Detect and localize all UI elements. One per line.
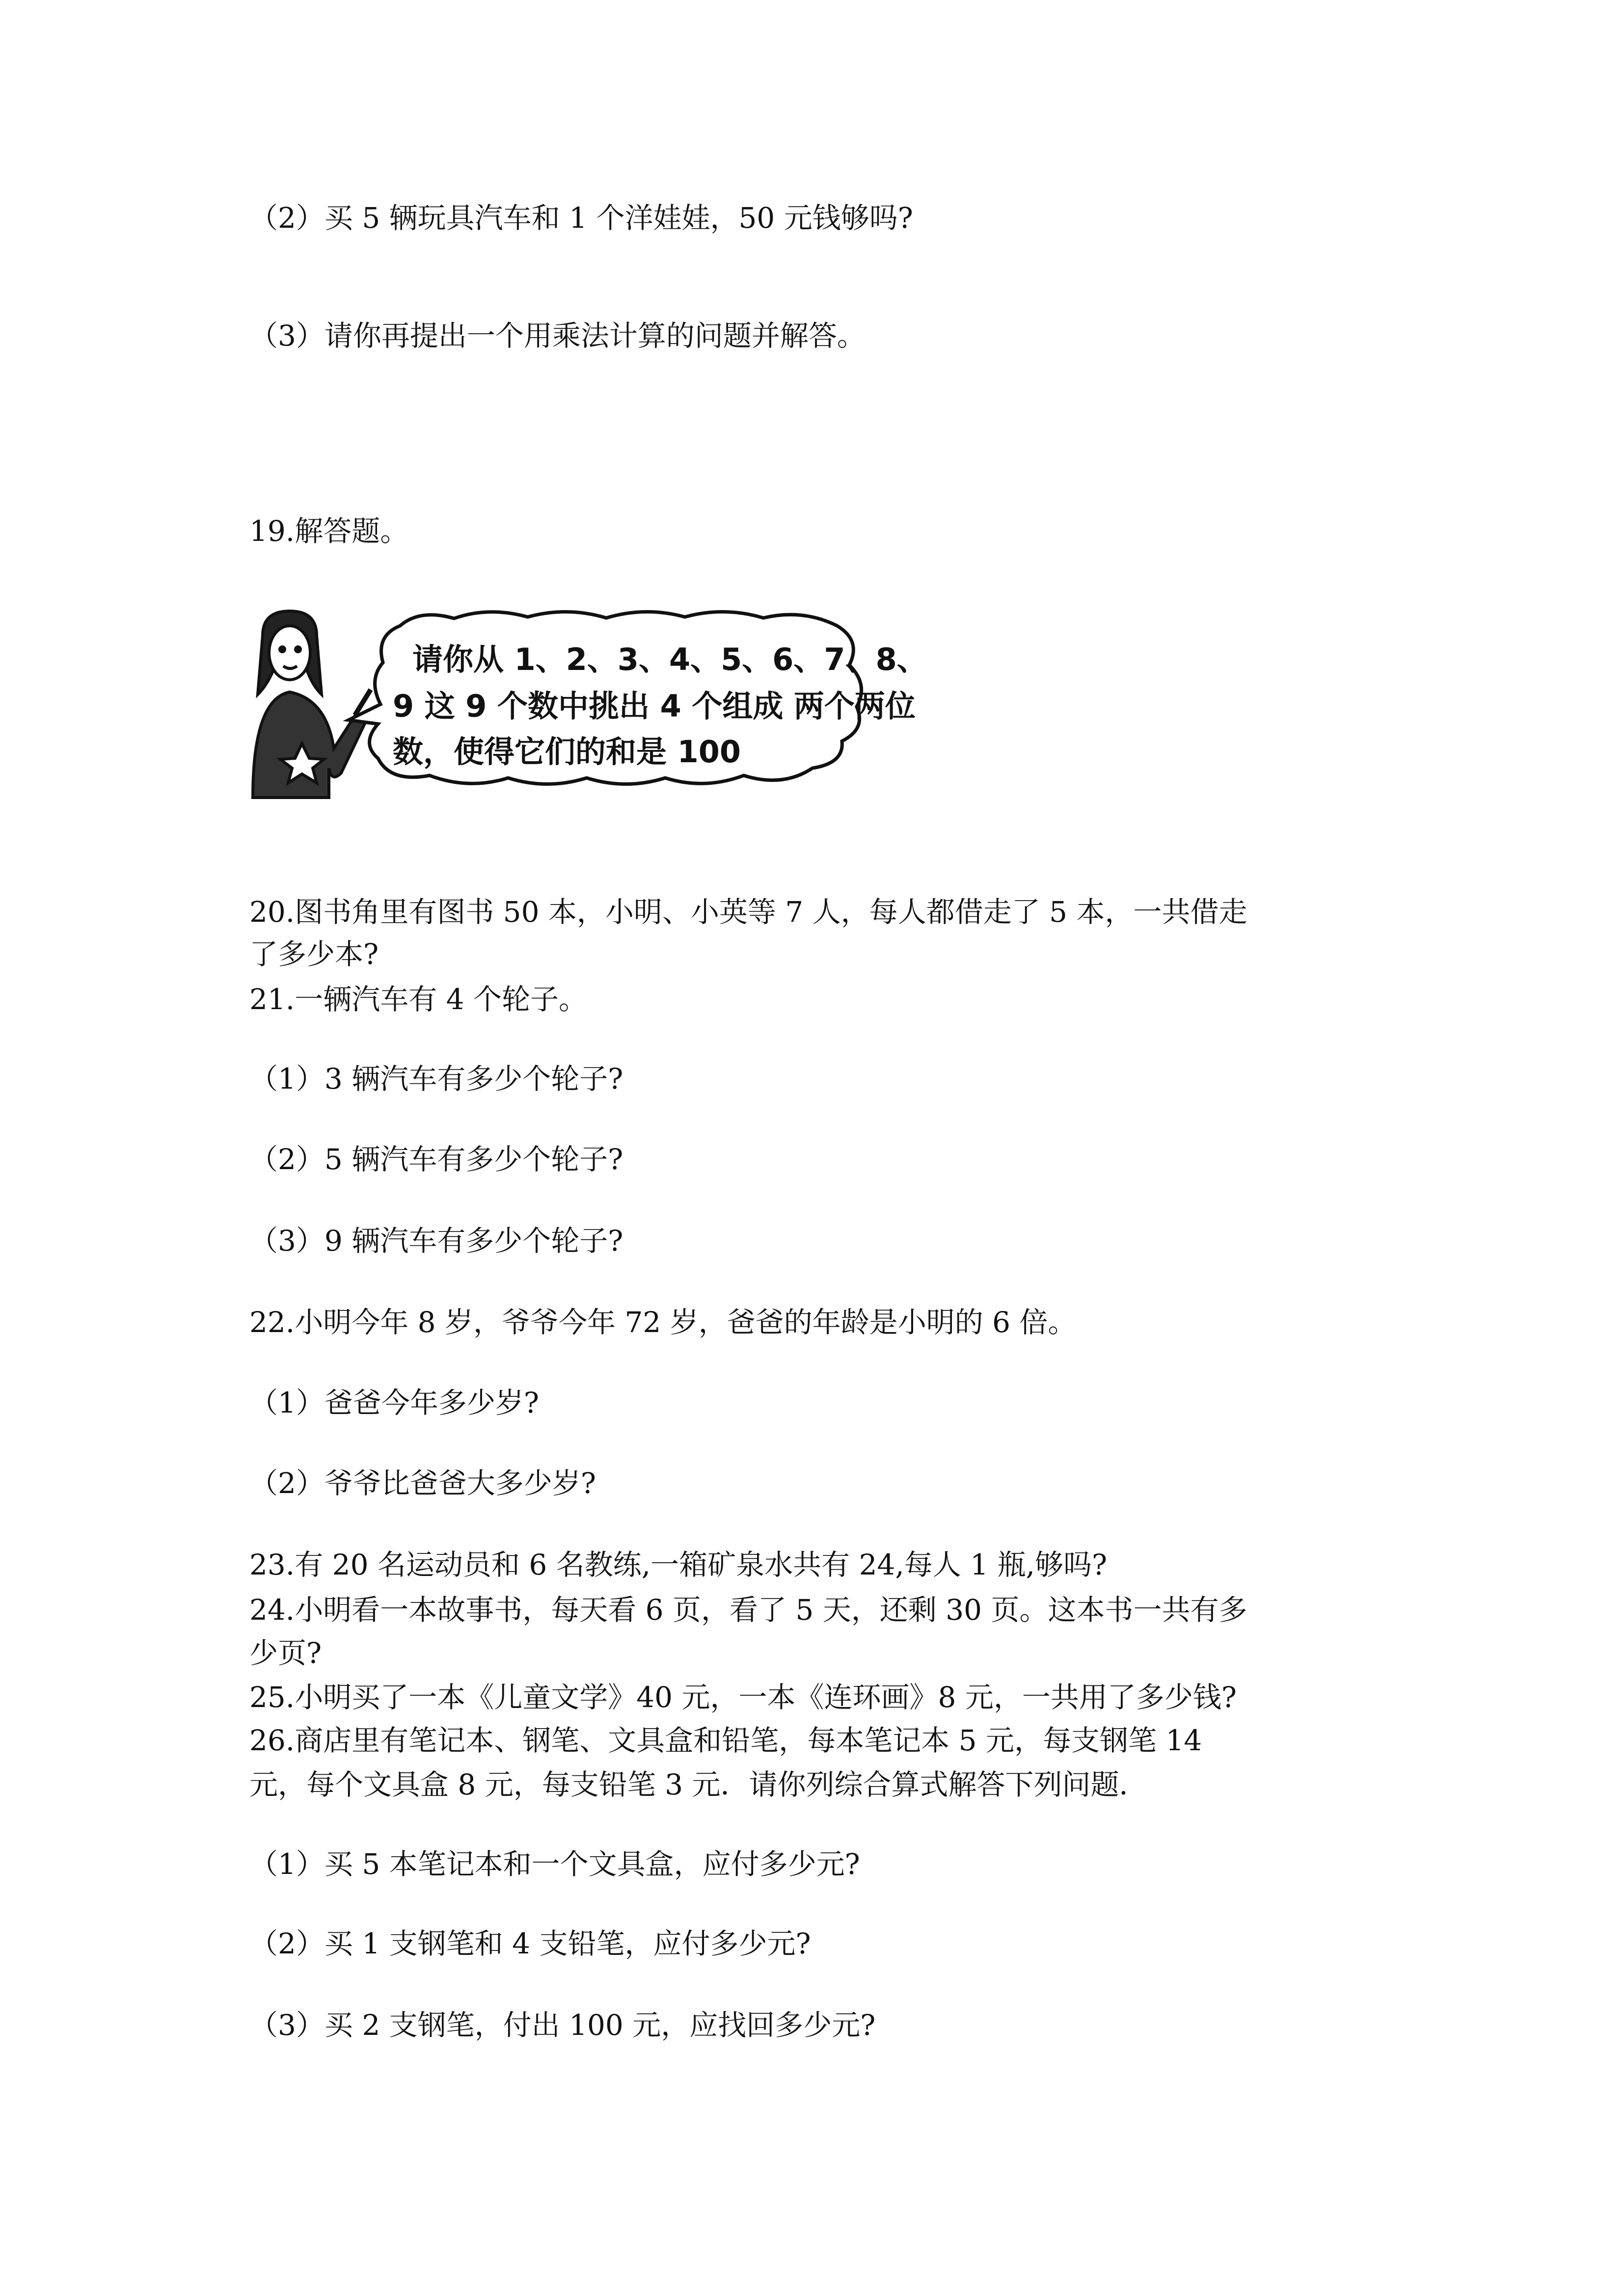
q26-part2: （2）买 1 支钢笔和 4 支铅笔，应付多少元? [249, 1927, 811, 1960]
q19-title: 19.解答题。 [249, 514, 409, 548]
q22-part2: （2）爷爷比爸爸大多少岁? [249, 1467, 596, 1500]
q22-part1: （1）爸爸今年多少岁? [249, 1386, 539, 1419]
teacher-figure-icon [253, 611, 371, 798]
q23-text: 23.有 20 名运动员和 6 名教练,一箱矿泉水共有 24,每人 1 瓶,够吗? [249, 1548, 1108, 1581]
q25-text: 25.小明买了一本《儿童文学》40 元，一本《连环画》8 元，一共用了多少钱? [249, 1681, 1237, 1714]
q21-part3: （3）9 辆汽车有多少个轮子? [249, 1224, 623, 1257]
q20-line2: 了多少本? [249, 937, 379, 971]
q18-part3: （3）请你再提出一个用乘法计算的问题并解答。 [249, 319, 866, 352]
q18-part2: （2）买 5 辆玩具汽车和 1 个洋娃娃，50 元钱够吗? [249, 201, 913, 235]
q22-title: 22.小明今年 8 岁，爷爷今年 72 岁，爸爸的年龄是小明的 6 倍。 [249, 1306, 1077, 1339]
q26-part1: （1）买 5 本笔记本和一个文具盒，应付多少元? [249, 1847, 860, 1881]
q19-illustration [243, 606, 1078, 812]
bubble-line-3: 数，使得它们的和是 100 [393, 734, 741, 770]
q20-line1: 20.图书角里有图书 50 本，小明、小英等 7 人，每人都借走了 5 本，一共借走 [249, 895, 1247, 929]
q26-part3: （3）买 2 支钢笔，付出 100 元，应找回多少元? [249, 2008, 876, 2042]
bubble-line-1: 请你从 1、2、3、4、5、6、7、8、 [412, 641, 927, 677]
q26-line1: 26.商店里有笔记本、钢笔、文具盒和铅笔，每本笔记本 5 元，每支钢笔 14 [249, 1724, 1202, 1757]
teacher-speech-illustration [243, 606, 1078, 812]
q21-part1: （1）3 辆汽车有多少个轮子? [249, 1062, 623, 1095]
q24-line1: 24.小明看一本故事书，每天看 6 页，看了 5 天，还剩 30 页。这本书一共有多 [249, 1593, 1247, 1627]
q21-part2: （2）5 辆汽车有多少个轮子? [249, 1143, 623, 1176]
bubble-line-2: 9 这 9 个数中挑出 4 个组成 两个两位 [393, 688, 916, 724]
q24-line2: 少页? [249, 1636, 322, 1670]
q21-title: 21.一辆汽车有 4 个轮子。 [249, 983, 588, 1016]
q26-line2: 元，每个文具盒 8 元，每支铅笔 3 元．请你列综合算式解答下列问题． [249, 1768, 1148, 1801]
